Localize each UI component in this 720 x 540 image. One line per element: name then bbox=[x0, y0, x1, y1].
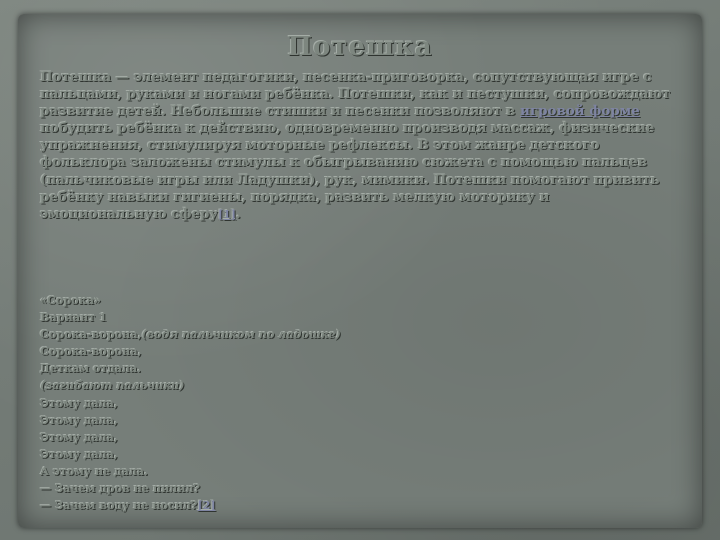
poem-line: — Зачем дров не пилил? bbox=[40, 481, 201, 496]
poem-line-text: Сорока-ворона, bbox=[40, 327, 142, 342]
paragraph-text-start: Потешка — элемент педагогики, песенка-приговорка, сопутствующая игре с пальцами, руками и ногами ребёнка. Потешки, как и пестушки, сопровождают развитие детей. Небольшие стишки и песенки позволяют в bbox=[40, 69, 671, 120]
paragraph-text-end: побудить ребёнка к действию, одновременно производя массаж, физические упражнения, стимулируя моторные рефлексы. В этом жанре детского фольклора заложены стимулы к обыгрыванию сюжета с помощью пальцев (пальчиковые игры или Ладушки), рук, мимики. Потешки помогают привить ребёнку навыки гигиены, порядка, развить мелкую моторику и эмоциональную сферу bbox=[40, 120, 660, 222]
poem-line: А этому не дала. bbox=[40, 463, 148, 478]
game-form-link[interactable]: игровой форме bbox=[520, 103, 640, 120]
poem-line: Этому дала, bbox=[40, 395, 118, 410]
poem-stage-note: (водя пальчиком по ладошке) bbox=[141, 327, 341, 342]
poem-line bbox=[40, 326, 440, 343]
reference-link-2[interactable]: [2] bbox=[197, 499, 216, 513]
poem-line bbox=[40, 497, 440, 514]
poem-stage-note: (загибают пальчики) bbox=[40, 378, 185, 393]
poem-line-text: — Зачем воду не носил? bbox=[40, 498, 198, 513]
reference-link-1[interactable]: [1] bbox=[217, 207, 237, 221]
poem-line: Этому дала, bbox=[40, 412, 118, 427]
paragraph-period: . bbox=[236, 205, 241, 222]
slide-title: Потешка bbox=[287, 32, 433, 62]
poem-line: Этому дала, bbox=[40, 429, 118, 444]
poem-line: Сорока-ворона, bbox=[40, 344, 142, 359]
poem-title: «Сорока» bbox=[40, 293, 101, 307]
poem-line: Деткам отдала. bbox=[40, 361, 142, 376]
poem-variant: Вариант 1 bbox=[40, 310, 107, 325]
description-paragraph bbox=[40, 69, 680, 223]
poem-line: Этому дала, bbox=[40, 446, 118, 461]
poem-block bbox=[40, 292, 440, 514]
